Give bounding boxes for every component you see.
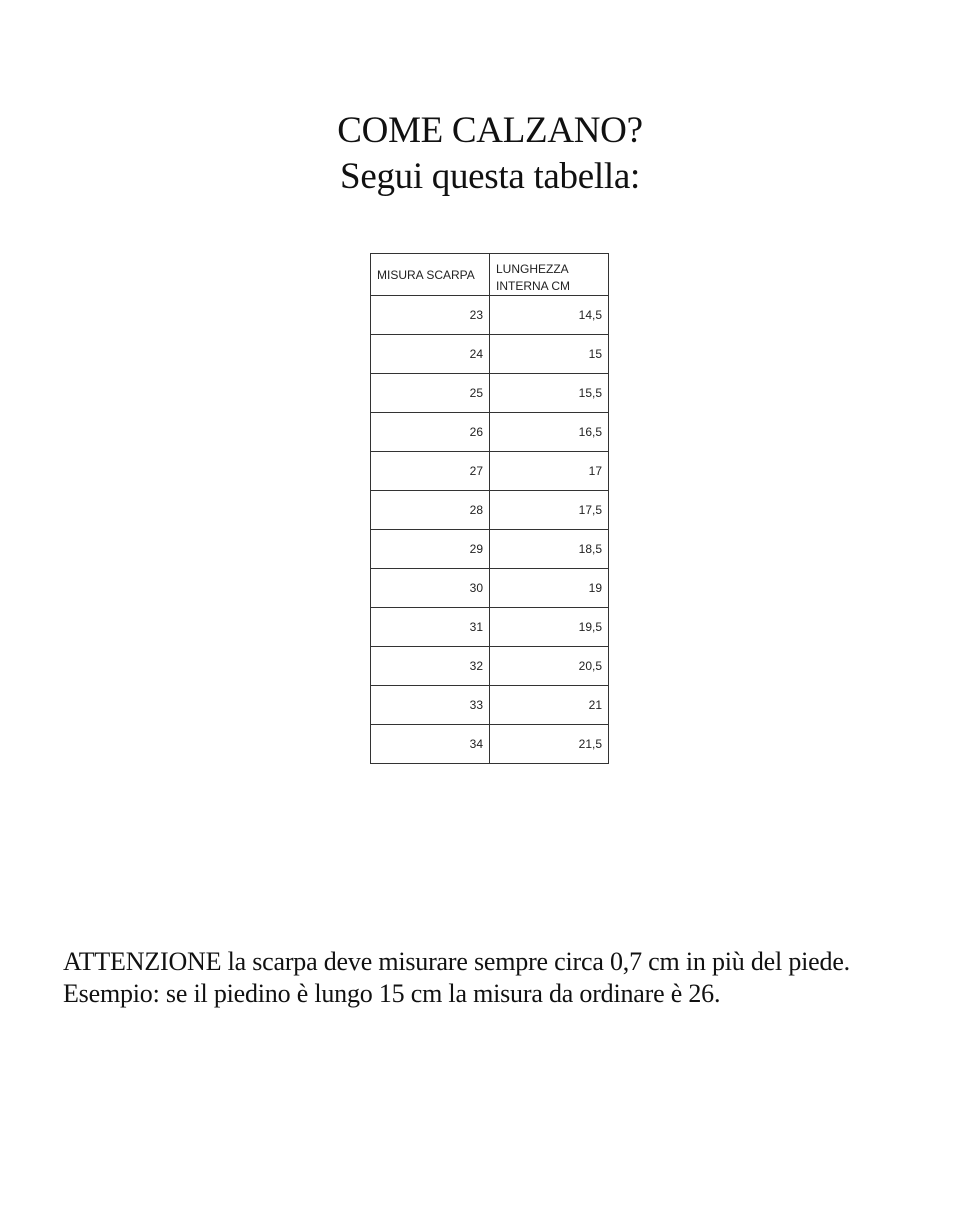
table-row bbox=[371, 647, 609, 686]
note-line-1: ATTENZIONE la scarpa deve misurare sempre circa 0,7 cm in più del piede. bbox=[63, 947, 850, 976]
cell-inner-length: 21 bbox=[490, 686, 609, 725]
table-row bbox=[371, 413, 609, 452]
cell-inner-length: 20,5 bbox=[490, 647, 609, 686]
table-row bbox=[371, 530, 609, 569]
cell-inner-length: 17 bbox=[490, 452, 609, 491]
cell-shoe-size: 29 bbox=[371, 530, 490, 569]
cell-shoe-size: 33 bbox=[371, 686, 490, 725]
cell-inner-length: 14,5 bbox=[490, 296, 609, 335]
attention-note bbox=[63, 946, 963, 1010]
cell-shoe-size: 27 bbox=[371, 452, 490, 491]
header-shoe-size: MISURA SCARPA bbox=[371, 254, 490, 296]
table-row bbox=[371, 491, 609, 530]
cell-inner-length: 19 bbox=[490, 569, 609, 608]
cell-inner-length: 15 bbox=[490, 335, 609, 374]
cell-shoe-size: 34 bbox=[371, 725, 490, 764]
cell-shoe-size: 25 bbox=[371, 374, 490, 413]
cell-inner-length: 17,5 bbox=[490, 491, 609, 530]
cell-shoe-size: 23 bbox=[371, 296, 490, 335]
cell-shoe-size: 26 bbox=[371, 413, 490, 452]
table-row bbox=[371, 452, 609, 491]
table-header-row bbox=[371, 254, 609, 296]
table-row bbox=[371, 608, 609, 647]
table-row bbox=[371, 335, 609, 374]
cell-inner-length: 19,5 bbox=[490, 608, 609, 647]
cell-inner-length: 15,5 bbox=[490, 374, 609, 413]
cell-shoe-size: 24 bbox=[371, 335, 490, 374]
title-line-1: COME CALZANO? bbox=[337, 110, 643, 151]
cell-shoe-size: 28 bbox=[371, 491, 490, 530]
cell-shoe-size: 30 bbox=[371, 569, 490, 608]
cell-shoe-size: 32 bbox=[371, 647, 490, 686]
cell-shoe-size: 31 bbox=[371, 608, 490, 647]
table-row bbox=[371, 374, 609, 413]
table-row bbox=[371, 296, 609, 335]
size-chart-table bbox=[370, 253, 609, 764]
table-row bbox=[371, 725, 609, 764]
note-line-2: Esempio: se il piedino è lungo 15 cm la misura da ordinare è 26. bbox=[63, 979, 721, 1008]
cell-inner-length: 18,5 bbox=[490, 530, 609, 569]
table-row bbox=[371, 686, 609, 725]
table-body bbox=[371, 296, 609, 764]
page-title bbox=[0, 108, 980, 200]
header-inner-length: LUNGHEZZA INTERNA CM bbox=[490, 254, 609, 296]
cell-inner-length: 21,5 bbox=[490, 725, 609, 764]
table-row bbox=[371, 569, 609, 608]
title-line-2: Segui questa tabella: bbox=[340, 156, 640, 197]
cell-inner-length: 16,5 bbox=[490, 413, 609, 452]
